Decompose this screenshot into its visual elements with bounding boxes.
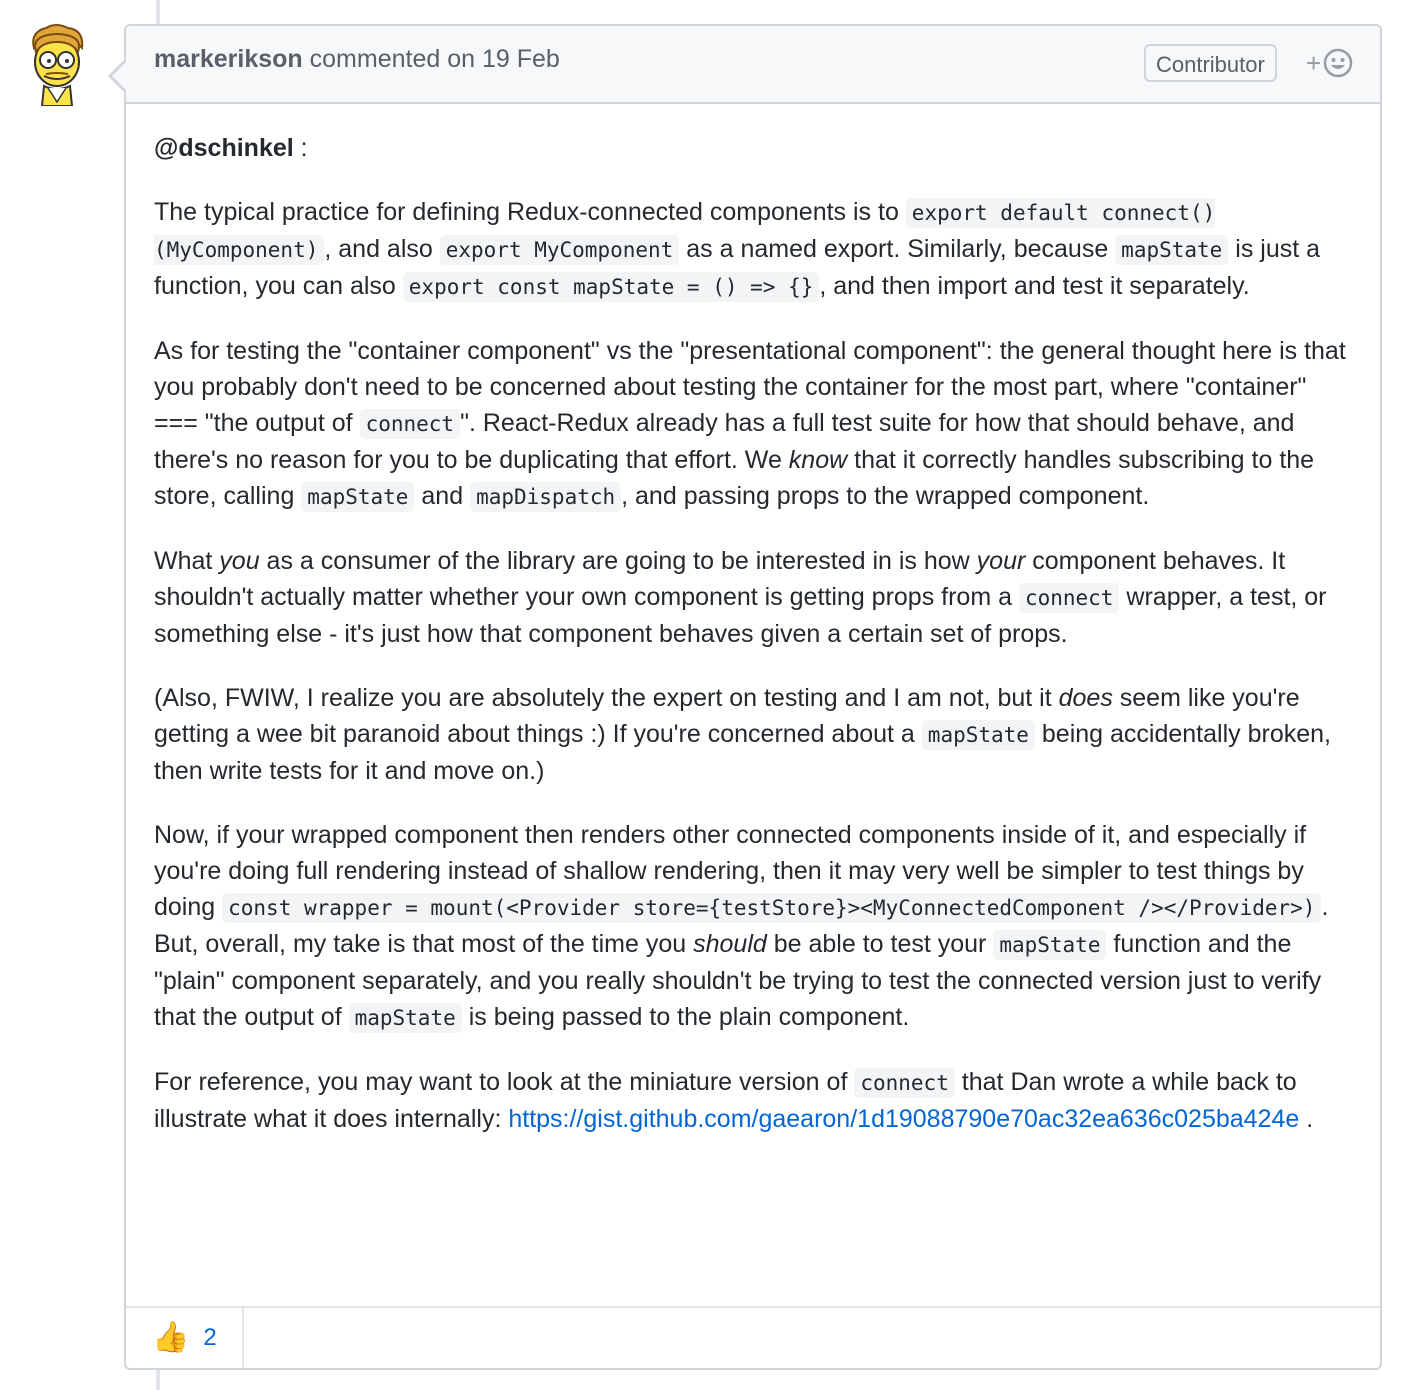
text: wrapper, a test, or something else - it's just how that component behaves given a certain set of props. — [154, 583, 1327, 648]
text: (Also, FWIW, I realize you are absolutely the expert on testing and I am not, but it — [154, 684, 1059, 712]
inline-code: export default connect()(MyComponent) — [154, 198, 1215, 265]
inline-code: mapState — [1115, 235, 1228, 265]
comment-meta — [154, 45, 560, 74]
comment-arrow-fill — [112, 62, 126, 90]
inline-code: mapState — [922, 720, 1035, 750]
inline-code: mapState — [993, 930, 1106, 960]
emphasis: know — [788, 446, 848, 474]
comment-action[interactable]: commented on 19 Feb — [309, 45, 560, 73]
mention-link[interactable]: @dschinkel — [154, 134, 294, 162]
emphasis: does — [1058, 684, 1113, 712]
text: being accidentally broken, then write tests for it and move on.) — [154, 720, 1331, 785]
text: is just a function, you can also — [154, 235, 1321, 300]
inline-code: export const mapState = () => {} — [403, 272, 820, 302]
inline-code: connect — [360, 409, 461, 439]
text: , and also — [324, 235, 440, 263]
text: , and then import and test it separately. — [819, 272, 1250, 300]
thumbs-up-reaction-button[interactable] — [126, 1308, 244, 1368]
inline-code: mapDispatch — [470, 482, 621, 512]
text: ". React-Redux already has a full test suite for how that should behave, and there's no reason for you to be duplicating that effort. We — [154, 409, 1295, 474]
text: For reference, you may want to look at the miniature version of — [154, 1068, 855, 1096]
inline-code: connect — [854, 1068, 955, 1098]
text: as a consumer of the library are going to be interested in is how — [259, 547, 977, 575]
text: component behaves. It shouldn't actually matter whether your own component is getting props from a — [154, 547, 1286, 611]
inline-code: connect — [1019, 583, 1120, 613]
smiley-icon — [1323, 48, 1353, 78]
plus-label: + — [1306, 48, 1322, 78]
mention-colon: : — [293, 134, 308, 162]
contributor-badge: Contributor — [1144, 44, 1277, 82]
avatar[interactable] — [22, 22, 92, 106]
text: that it correctly handles subscribing to the store, calling — [154, 446, 1315, 510]
text: Now, if your wrapped component then renders other connected components inside of it, and especially if you're doing full rendering instead of shallow rendering, then it may very well be simpler to test things by doing — [154, 821, 1307, 921]
author-link[interactable]: markerikson — [154, 45, 303, 73]
paragraph-5 — [154, 817, 1354, 1036]
comment-box — [124, 24, 1382, 1370]
emphasis: should — [693, 930, 767, 958]
text: The typical practice for defining Redux-connected components is to — [154, 198, 906, 226]
text: and — [414, 482, 471, 510]
text: What — [154, 547, 220, 575]
comment-header — [126, 26, 1380, 104]
text: is being passed to the plain component. — [461, 1003, 910, 1031]
paragraph-2 — [154, 333, 1354, 515]
inline-code: mapState — [301, 482, 414, 512]
avatar-image — [22, 22, 92, 106]
text: function and the "plain" component separately, and you really shouldn't be trying to test the connected version just to verify that the output of — [154, 930, 1322, 1031]
text: . But, overall, my take is that most of the time you — [154, 893, 1329, 958]
text: that Dan wrote a while back to illustrate what it does internally: — [154, 1068, 1297, 1133]
text: seem like you're getting a wee bit paranoid about things :) If you're concerned about a — [154, 684, 1300, 748]
text: . — [1299, 1105, 1314, 1133]
text: be able to test your — [766, 930, 994, 958]
text: , and passing props to the wrapped component. — [621, 482, 1150, 510]
paragraph-4 — [154, 680, 1354, 789]
inline-code: mapState — [349, 1003, 462, 1033]
inline-code: export MyComponent — [440, 235, 680, 265]
gist-link[interactable]: https://gist.github.com/gaearon/1d19088790e70ac32ea636c025ba424e — [508, 1105, 1300, 1133]
reaction-count: 2 — [203, 1324, 217, 1351]
emphasis: you — [219, 547, 260, 575]
paragraph-1 — [154, 194, 1354, 305]
paragraph-3 — [154, 543, 1354, 652]
emphasis: your — [976, 547, 1026, 575]
thumbs-up-icon: 👍 — [152, 1321, 190, 1354]
add-reaction-button[interactable] — [1306, 46, 1353, 80]
inline-code: const wrapper = mount(<Provider store={testStore}><MyConnectedComponent /></Provider>) — [222, 893, 1321, 923]
paragraph-6 — [154, 1064, 1354, 1137]
text: As for testing the "container component" vs the "presentational component": the general thought here is that you probably don't need to be concerned about testing the container for the most part, where "container" === "the output of — [154, 337, 1346, 437]
reply-mention — [154, 130, 1354, 166]
comment-body — [154, 130, 1354, 1165]
reactions-bar — [126, 1306, 1380, 1368]
text: as a named export. Similarly, because — [679, 235, 1116, 263]
